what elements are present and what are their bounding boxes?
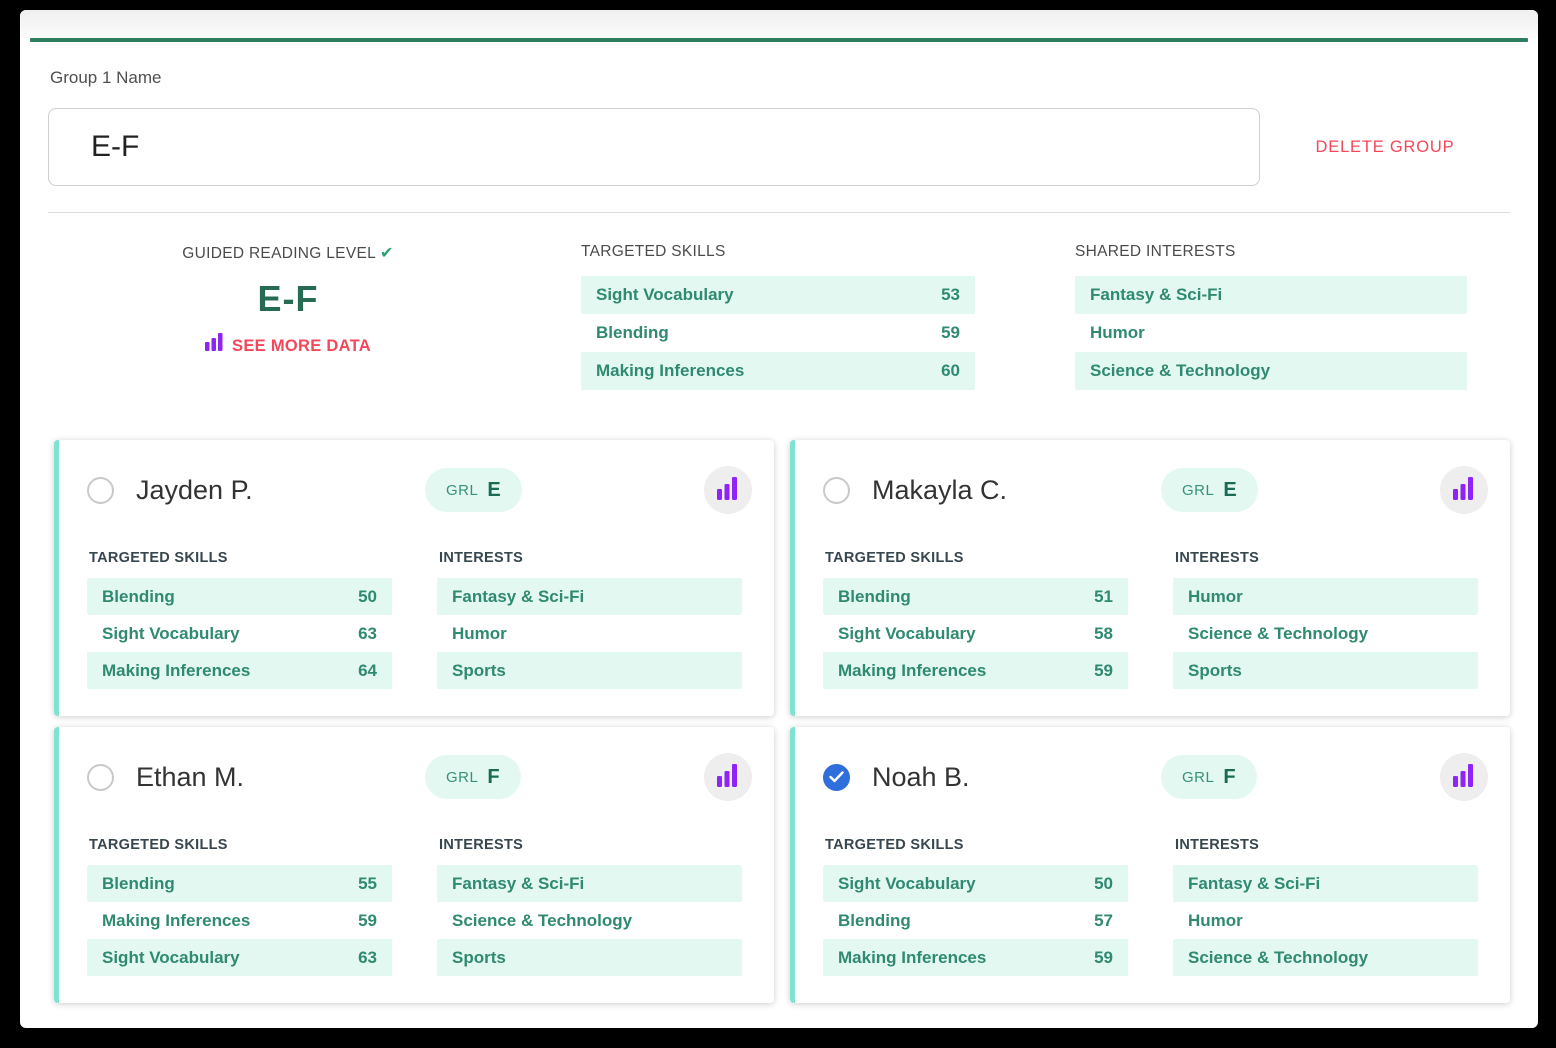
panel-top-strip — [20, 10, 1538, 38]
grl-badge — [425, 755, 521, 799]
student-card-header — [87, 466, 746, 514]
grl-prefix-label: GRL — [1182, 481, 1215, 499]
targeted-skills-header: TARGETED SKILLS — [825, 550, 964, 566]
skill-row — [823, 865, 1128, 902]
interest-label: Sports — [1188, 660, 1242, 680]
skill-row — [87, 578, 392, 615]
skill-value: 63 — [358, 947, 377, 967]
guided-reading-level-section — [148, 243, 428, 390]
student-card — [54, 727, 774, 1003]
shared-interests-section — [1075, 243, 1467, 390]
skill-label: Making Inferences — [838, 660, 987, 680]
see-more-data-label: SEE MORE DATA — [232, 337, 371, 355]
interest-label: Fantasy & Sci-Fi — [1090, 285, 1223, 304]
guided-reading-level-header — [148, 243, 428, 263]
interest-label: Sports — [452, 660, 506, 680]
skill-row — [87, 865, 392, 902]
skill-row — [87, 652, 392, 689]
grl-level-value: F — [1223, 765, 1236, 788]
student-select-checkbox[interactable] — [823, 764, 850, 791]
grl-level-value: E — [487, 478, 501, 501]
skill-label: Sight Vocabulary — [102, 623, 240, 643]
shared-interests-list — [1075, 276, 1467, 390]
grl-prefix-label: GRL — [1182, 768, 1215, 786]
skill-value: 55 — [358, 873, 377, 893]
interest-label: Humor — [1090, 323, 1145, 342]
skill-label: Blending — [102, 873, 175, 893]
interests-list — [437, 865, 742, 976]
interest-row — [1173, 615, 1478, 652]
targeted-skills-list — [823, 578, 1128, 689]
interest-row — [437, 902, 742, 939]
interest-label: Humor — [1188, 910, 1243, 930]
section-divider — [48, 212, 1510, 213]
skill-label: Making Inferences — [596, 361, 745, 380]
student-skills-section — [87, 837, 392, 976]
grl-badge — [425, 468, 522, 512]
grl-prefix-label: GRL — [446, 768, 479, 786]
skill-label: Making Inferences — [102, 910, 251, 930]
student-card-header — [823, 466, 1482, 514]
grl-level-value: F — [487, 765, 500, 788]
student-data-button[interactable] — [1440, 466, 1488, 514]
interest-label: Sports — [452, 947, 506, 967]
interests-list — [437, 578, 742, 689]
student-card-body — [87, 837, 746, 976]
interest-label: Science & Technology — [1188, 947, 1369, 967]
skill-row — [581, 314, 975, 352]
shared-interests-header: SHARED INTERESTS — [1075, 243, 1236, 260]
skill-row — [87, 902, 392, 939]
student-card — [54, 440, 774, 716]
grl-badge — [1161, 468, 1258, 512]
skill-label: Making Inferences — [838, 947, 987, 967]
interest-row — [437, 865, 742, 902]
interest-label: Humor — [452, 623, 507, 643]
guided-reading-level-label: GUIDED READING LEVEL — [182, 245, 377, 262]
skill-value: 50 — [1094, 873, 1113, 893]
grl-prefix-label: GRL — [446, 481, 479, 499]
student-card-body — [823, 550, 1482, 689]
skill-value: 59 — [1094, 947, 1113, 967]
bar-chart-icon — [1453, 477, 1475, 503]
student-name: Ethan M. — [136, 761, 245, 792]
skill-row — [581, 352, 975, 390]
interest-row — [1173, 902, 1478, 939]
interest-label: Science & Technology — [1188, 623, 1369, 643]
skill-row — [87, 939, 392, 976]
skill-label: Sight Vocabulary — [102, 947, 240, 967]
interest-label: Science & Technology — [1090, 361, 1271, 380]
group-name-label: Group 1 Name — [50, 68, 162, 87]
student-cards-grid — [54, 440, 1510, 1003]
skill-label: Sight Vocabulary — [838, 873, 976, 893]
skill-value: 63 — [358, 623, 377, 643]
student-card-body — [823, 837, 1482, 976]
skill-label: Making Inferences — [102, 660, 251, 680]
skill-value: 50 — [358, 586, 377, 606]
check-icon: ✔ — [380, 245, 394, 262]
interest-label: Science & Technology — [452, 910, 633, 930]
skill-label: Blending — [838, 910, 911, 930]
check-icon — [831, 773, 843, 782]
group-name-input[interactable] — [48, 108, 1260, 186]
student-card — [790, 440, 1510, 716]
interest-row — [437, 939, 742, 976]
skill-label: Sight Vocabulary — [838, 623, 976, 643]
skill-value: 59 — [1094, 660, 1113, 680]
targeted-skills-header: TARGETED SKILLS — [825, 837, 964, 853]
skill-label: Blending — [838, 586, 911, 606]
interests-list — [1173, 865, 1478, 976]
group-summary — [48, 243, 1510, 390]
skill-row — [823, 902, 1128, 939]
targeted-skills-list — [87, 865, 392, 976]
bar-chart-icon — [717, 477, 739, 503]
student-data-button[interactable] — [704, 466, 752, 514]
targeted-skills-list — [581, 276, 975, 390]
skill-row — [823, 578, 1128, 615]
interest-row — [437, 615, 742, 652]
skill-row — [581, 276, 975, 314]
targeted-skills-list — [87, 578, 392, 689]
interest-row — [1173, 865, 1478, 902]
student-data-button[interactable] — [1440, 753, 1488, 801]
interest-row — [437, 578, 742, 615]
skill-label: Sight Vocabulary — [596, 285, 734, 304]
skill-row — [823, 939, 1128, 976]
guided-reading-level-value: E-F — [257, 278, 319, 319]
group-panel — [20, 10, 1538, 1028]
bar-chart-icon — [717, 764, 739, 790]
interest-row — [437, 652, 742, 689]
interest-row — [1075, 352, 1467, 390]
interest-label: Humor — [1188, 586, 1243, 606]
targeted-skills-header: TARGETED SKILLS — [89, 837, 228, 853]
skill-label: Blending — [596, 323, 669, 342]
skill-row — [87, 615, 392, 652]
interest-label: Fantasy & Sci-Fi — [452, 586, 585, 606]
grl-badge — [1161, 755, 1257, 799]
student-card-header — [87, 753, 746, 801]
student-interests-section — [1173, 837, 1478, 976]
interests-header: INTERESTS — [439, 837, 524, 853]
panel-content — [20, 42, 1538, 1003]
bar-chart-icon — [1453, 764, 1475, 790]
interest-row — [1075, 276, 1467, 314]
interests-header: INTERESTS — [1175, 837, 1260, 853]
targeted-skills-header: TARGETED SKILLS — [581, 243, 726, 260]
interest-row — [1173, 939, 1478, 976]
student-name: Makayla C. — [872, 474, 1008, 505]
skill-value: 59 — [941, 323, 960, 342]
student-name: Noah B. — [872, 761, 970, 792]
student-skills-section — [823, 837, 1128, 976]
student-interests-section — [437, 837, 742, 976]
targeted-skills-header: TARGETED SKILLS — [89, 550, 228, 566]
skill-row — [823, 652, 1128, 689]
student-data-button[interactable] — [704, 753, 752, 801]
interests-header: INTERESTS — [439, 550, 524, 566]
grl-level-value: E — [1223, 478, 1237, 501]
interests-list — [1173, 578, 1478, 689]
targeted-skills-list — [823, 865, 1128, 976]
student-interests-section — [1173, 550, 1478, 689]
student-card-body — [87, 550, 746, 689]
bar-chart-icon — [205, 332, 224, 356]
interest-row — [1075, 314, 1467, 352]
student-select-checkbox[interactable] — [87, 477, 114, 504]
student-select-checkbox[interactable] — [87, 764, 114, 791]
targeted-skills-section — [581, 243, 975, 390]
skill-value: 51 — [1094, 586, 1113, 606]
skill-row — [823, 615, 1128, 652]
skill-value: 60 — [941, 361, 960, 380]
interest-row — [1173, 578, 1478, 615]
skill-value: 57 — [1094, 910, 1113, 930]
delete-group-button[interactable]: DELETE GROUP — [1315, 137, 1455, 156]
skill-value: 64 — [358, 660, 377, 680]
skill-value: 58 — [1094, 623, 1113, 643]
group-name-row — [48, 108, 1510, 186]
skill-value: 53 — [941, 285, 960, 304]
student-skills-section — [823, 550, 1128, 689]
student-card — [790, 727, 1510, 1003]
see-more-data-button[interactable] — [205, 332, 371, 356]
interest-label: Fantasy & Sci-Fi — [1188, 873, 1321, 893]
student-skills-section — [87, 550, 392, 689]
interest-row — [1173, 652, 1478, 689]
skill-label: Blending — [102, 586, 175, 606]
student-name: Jayden P. — [136, 474, 253, 505]
student-select-checkbox[interactable] — [823, 477, 850, 504]
skill-value: 59 — [358, 910, 377, 930]
interest-label: Fantasy & Sci-Fi — [452, 873, 585, 893]
student-interests-section — [437, 550, 742, 689]
interests-header: INTERESTS — [1175, 550, 1260, 566]
student-card-header — [823, 753, 1482, 801]
